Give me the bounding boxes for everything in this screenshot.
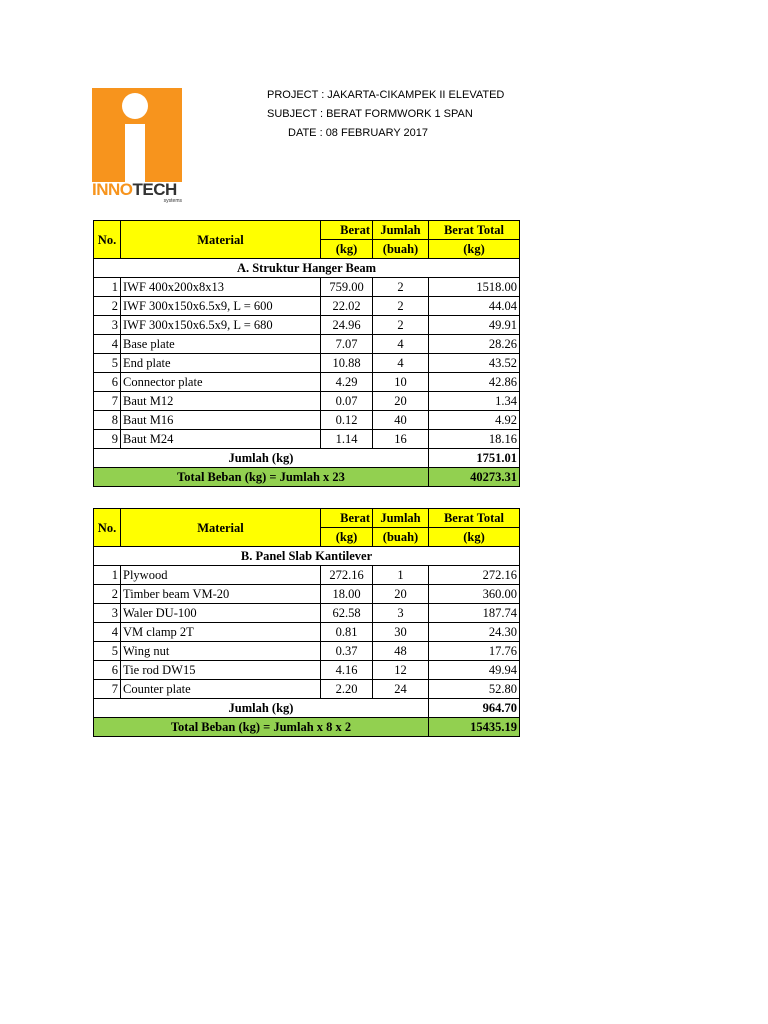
header-row <box>94 221 520 240</box>
row-berat: 10.88 <box>321 354 373 373</box>
date-title: DATE : 08 FEBRUARY 2017 <box>288 127 429 139</box>
row-total: 49.94 <box>429 661 520 680</box>
row-jumlah: 2 <box>373 278 429 297</box>
row-jumlah: 10 <box>373 373 429 392</box>
col-berat: Berat <box>321 221 373 240</box>
row-total: 4.92 <box>429 411 520 430</box>
table-row <box>94 316 520 335</box>
total-label: Total Beban (kg) = Jumlah x 23 <box>94 468 429 487</box>
row-total: 42.86 <box>429 373 520 392</box>
total-label: Total Beban (kg) = Jumlah x 8 x 2 <box>94 718 429 737</box>
table-b-body <box>94 566 520 699</box>
col-no: No. <box>94 221 121 259</box>
row-total: 43.52 <box>429 354 520 373</box>
row-berat: 0.07 <box>321 392 373 411</box>
row-berat: 22.02 <box>321 297 373 316</box>
row-no: 8 <box>94 411 121 430</box>
col-berat-unit: (kg) <box>321 528 373 547</box>
table-row <box>94 566 520 585</box>
col-jumlah: Jumlah <box>373 509 429 528</box>
row-material: IWF 300x150x6.5x9, L = 680 <box>121 316 321 335</box>
row-no: 3 <box>94 604 121 623</box>
row-berat: 4.16 <box>321 661 373 680</box>
row-jumlah: 2 <box>373 316 429 335</box>
row-jumlah: 4 <box>373 354 429 373</box>
table-row <box>94 430 520 449</box>
table-a-body <box>94 278 520 449</box>
row-material: Baut M12 <box>121 392 321 411</box>
row-jumlah: 20 <box>373 392 429 411</box>
row-no: 9 <box>94 430 121 449</box>
section-row <box>94 259 520 278</box>
row-no: 5 <box>94 354 121 373</box>
row-total: 1.34 <box>429 392 520 411</box>
row-no: 6 <box>94 661 121 680</box>
row-jumlah: 3 <box>373 604 429 623</box>
logo-sub: systems <box>163 198 182 204</box>
table-row <box>94 297 520 316</box>
row-berat: 2.20 <box>321 680 373 699</box>
logo-tech: TECH <box>132 180 177 199</box>
row-no: 7 <box>94 680 121 699</box>
section-row <box>94 547 520 566</box>
section-title: A. Struktur Hanger Beam <box>94 259 520 278</box>
row-material: Wing nut <box>121 642 321 661</box>
subject-title: SUBJECT : BERAT FORMWORK 1 SPAN <box>267 108 473 120</box>
jumlah-row <box>94 449 520 468</box>
table-row <box>94 623 520 642</box>
table-row <box>94 354 520 373</box>
logo-stem <box>125 124 145 182</box>
row-no: 1 <box>94 566 121 585</box>
table-row <box>94 392 520 411</box>
row-no: 2 <box>94 585 121 604</box>
row-total: 28.26 <box>429 335 520 354</box>
row-no: 1 <box>94 278 121 297</box>
table-row <box>94 661 520 680</box>
row-material: Tie rod DW15 <box>121 661 321 680</box>
row-berat: 0.37 <box>321 642 373 661</box>
table-row <box>94 335 520 354</box>
row-no: 2 <box>94 297 121 316</box>
row-no: 7 <box>94 392 121 411</box>
col-jumlah-unit: (buah) <box>373 240 429 259</box>
total-value: 40273.31 <box>429 468 520 487</box>
col-no: No. <box>94 509 121 547</box>
row-berat: 24.96 <box>321 316 373 335</box>
row-material: Waler DU-100 <box>121 604 321 623</box>
row-berat: 1.14 <box>321 430 373 449</box>
row-material: Baut M16 <box>121 411 321 430</box>
row-total: 272.16 <box>429 566 520 585</box>
row-total: 52.80 <box>429 680 520 699</box>
row-jumlah: 48 <box>373 642 429 661</box>
total-value: 15435.19 <box>429 718 520 737</box>
logo-inno: INNO <box>92 180 133 199</box>
table-row <box>94 604 520 623</box>
col-material: Material <box>121 509 321 547</box>
col-total: Berat Total <box>429 509 520 528</box>
row-material: Counter plate <box>121 680 321 699</box>
table-row <box>94 278 520 297</box>
row-jumlah: 24 <box>373 680 429 699</box>
row-jumlah: 30 <box>373 623 429 642</box>
jumlah-value: 964.70 <box>429 699 520 718</box>
col-total-unit: (kg) <box>429 528 520 547</box>
project-title: PROJECT : JAKARTA-CIKAMPEK II ELEVATED <box>267 89 505 101</box>
table-row <box>94 585 520 604</box>
row-jumlah: 1 <box>373 566 429 585</box>
header-row <box>94 509 520 528</box>
total-row <box>94 718 520 737</box>
material-table-a <box>93 220 520 487</box>
row-total: 44.04 <box>429 297 520 316</box>
jumlah-value: 1751.01 <box>429 449 520 468</box>
row-total: 1518.00 <box>429 278 520 297</box>
material-table-b <box>93 508 520 737</box>
row-material: Timber beam VM-20 <box>121 585 321 604</box>
row-material: Plywood <box>121 566 321 585</box>
row-berat: 62.58 <box>321 604 373 623</box>
row-material: Base plate <box>121 335 321 354</box>
row-no: 6 <box>94 373 121 392</box>
row-material: Connector plate <box>121 373 321 392</box>
col-berat-unit: (kg) <box>321 240 373 259</box>
row-total: 187.74 <box>429 604 520 623</box>
row-berat: 7.07 <box>321 335 373 354</box>
total-row <box>94 468 520 487</box>
row-berat: 4.29 <box>321 373 373 392</box>
col-jumlah: Jumlah <box>373 221 429 240</box>
row-total: 18.16 <box>429 430 520 449</box>
row-berat: 0.81 <box>321 623 373 642</box>
section-title: B. Panel Slab Kantilever <box>94 547 520 566</box>
row-jumlah: 12 <box>373 661 429 680</box>
row-berat: 759.00 <box>321 278 373 297</box>
table-row <box>94 411 520 430</box>
row-no: 4 <box>94 335 121 354</box>
col-total-unit: (kg) <box>429 240 520 259</box>
row-berat: 18.00 <box>321 585 373 604</box>
jumlah-label: Jumlah (kg) <box>94 699 429 718</box>
row-jumlah: 16 <box>373 430 429 449</box>
row-material: Baut M24 <box>121 430 321 449</box>
row-total: 360.00 <box>429 585 520 604</box>
row-total: 49.91 <box>429 316 520 335</box>
row-no: 4 <box>94 623 121 642</box>
row-material: IWF 400x200x8x13 <box>121 278 321 297</box>
row-jumlah: 2 <box>373 297 429 316</box>
jumlah-row <box>94 699 520 718</box>
logo-mark <box>92 88 182 182</box>
jumlah-label: Jumlah (kg) <box>94 449 429 468</box>
row-total: 24.30 <box>429 623 520 642</box>
logo-wordmark <box>92 181 177 198</box>
row-jumlah: 40 <box>373 411 429 430</box>
row-berat: 0.12 <box>321 411 373 430</box>
row-material: IWF 300x150x6.5x9, L = 600 <box>121 297 321 316</box>
col-total: Berat Total <box>429 221 520 240</box>
col-berat: Berat <box>321 509 373 528</box>
row-berat: 272.16 <box>321 566 373 585</box>
table-row <box>94 373 520 392</box>
table-row <box>94 680 520 699</box>
logo-dot <box>122 93 148 119</box>
col-material: Material <box>121 221 321 259</box>
table-row <box>94 642 520 661</box>
row-material: End plate <box>121 354 321 373</box>
innotech-logo <box>92 88 184 208</box>
row-jumlah: 4 <box>373 335 429 354</box>
row-material: VM clamp 2T <box>121 623 321 642</box>
row-jumlah: 20 <box>373 585 429 604</box>
row-total: 17.76 <box>429 642 520 661</box>
col-jumlah-unit: (buah) <box>373 528 429 547</box>
row-no: 3 <box>94 316 121 335</box>
row-no: 5 <box>94 642 121 661</box>
